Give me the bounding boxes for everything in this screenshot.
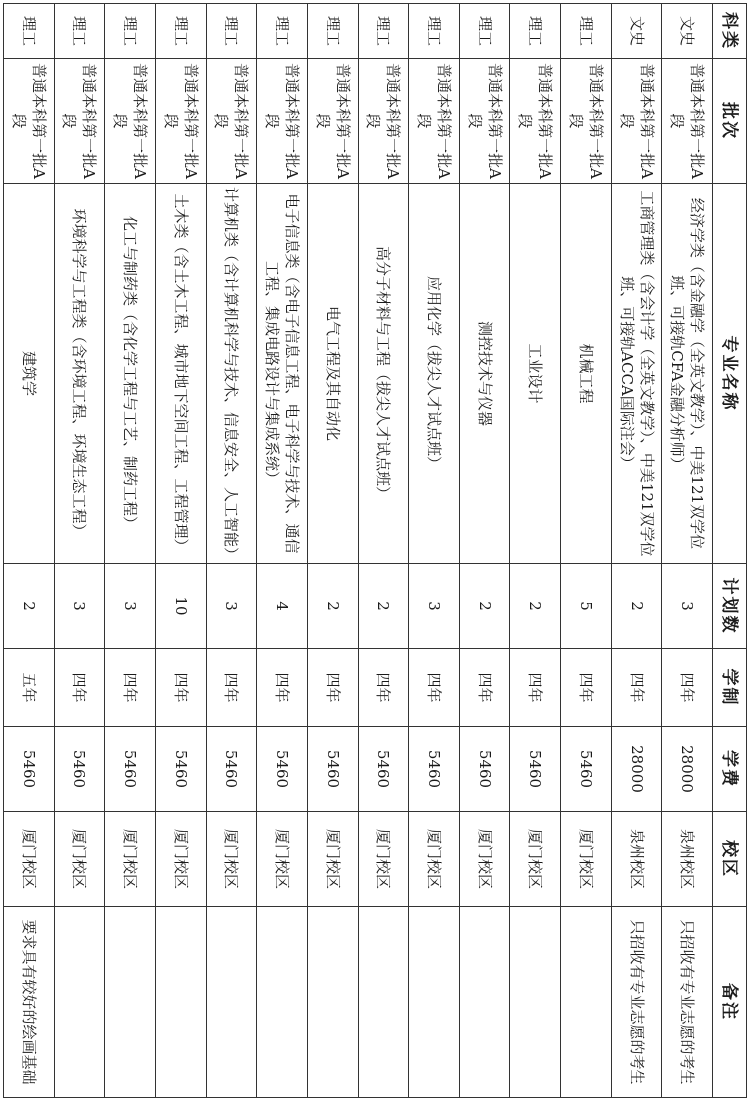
- subject-cell: 理工: [459, 4, 510, 59]
- table-row: [257, 4, 308, 1098]
- table-row: [510, 4, 561, 1098]
- batch-cell: 普通本科第一批A段: [307, 59, 358, 184]
- plan-cell: 2: [307, 564, 358, 649]
- duration-cell: 四年: [561, 649, 612, 727]
- batch-cell: 普通本科第一批A段: [662, 59, 713, 184]
- table-row: [409, 4, 460, 1098]
- subject-cell: 理工: [105, 4, 156, 59]
- major-cell: 经济学类（含金融学（全英文教学）、中美121双学位班、可接轨CFA金融分析师）: [662, 184, 713, 564]
- duration-cell: 四年: [206, 649, 257, 727]
- tuition-cell: 5460: [206, 727, 257, 812]
- subject-cell: 理工: [206, 4, 257, 59]
- plan-cell: 3: [54, 564, 105, 649]
- duration-cell: 四年: [307, 649, 358, 727]
- header-tuition: 学费: [713, 727, 747, 812]
- duration-cell: 四年: [459, 649, 510, 727]
- major-cell: 电子信息类（含电子信息工程、电子科学与技术、通信工程、集成电路设计与集成系统）: [257, 184, 308, 564]
- major-cell: 高分子材料与工程（拔尖人才试点班）: [358, 184, 409, 564]
- campus-cell: 厦门校区: [206, 812, 257, 907]
- note-cell: [358, 907, 409, 1098]
- subject-cell: 理工: [4, 4, 55, 59]
- duration-cell: 五年: [4, 649, 55, 727]
- tuition-cell: 5460: [105, 727, 156, 812]
- duration-cell: 四年: [662, 649, 713, 727]
- plan-cell: 3: [662, 564, 713, 649]
- header-row: [713, 4, 747, 1098]
- header-plan: 计划数: [713, 564, 747, 649]
- subject-cell: 文史: [611, 4, 662, 59]
- campus-cell: 厦门校区: [358, 812, 409, 907]
- campus-cell: 泉州校区: [611, 812, 662, 907]
- plan-cell: 3: [409, 564, 460, 649]
- note-cell: [409, 907, 460, 1098]
- duration-cell: 四年: [105, 649, 156, 727]
- campus-cell: 厦门校区: [510, 812, 561, 907]
- note-cell: 要求具有较好的绘画基础: [4, 907, 55, 1098]
- batch-cell: 普通本科第一批A段: [155, 59, 206, 184]
- duration-cell: 四年: [155, 649, 206, 727]
- plan-cell: 2: [611, 564, 662, 649]
- subject-cell: 理工: [409, 4, 460, 59]
- tuition-cell: 5460: [307, 727, 358, 812]
- major-cell: 工商管理类（含会计学（全英文教学）、中美121双学位班、可接轨ACCA国际注会）: [611, 184, 662, 564]
- campus-cell: 厦门校区: [54, 812, 105, 907]
- major-cell: 机械工程: [561, 184, 612, 564]
- major-cell: 计算机类（含计算机科学与技术、信息安全、人工智能）: [206, 184, 257, 564]
- note-cell: [54, 907, 105, 1098]
- batch-cell: 普通本科第一批A段: [105, 59, 156, 184]
- tuition-cell: 5460: [459, 727, 510, 812]
- header-major: 专业名称: [713, 184, 747, 564]
- major-cell: 土木类（含土木工程、城市地下空间工程、工程管理）: [155, 184, 206, 564]
- batch-cell: 普通本科第一批A段: [409, 59, 460, 184]
- major-cell: 建筑学: [4, 184, 55, 564]
- note-cell: [105, 907, 156, 1098]
- note-cell: [307, 907, 358, 1098]
- header-note: 备注: [713, 907, 747, 1098]
- plan-cell: 2: [459, 564, 510, 649]
- plan-cell: 10: [155, 564, 206, 649]
- plan-cell: 2: [510, 564, 561, 649]
- duration-cell: 四年: [611, 649, 662, 727]
- subject-cell: 理工: [358, 4, 409, 59]
- header-batch: 批次: [713, 59, 747, 184]
- subject-cell: 理工: [307, 4, 358, 59]
- subject-cell: 理工: [155, 4, 206, 59]
- tuition-cell: 5460: [257, 727, 308, 812]
- tuition-cell: 5460: [561, 727, 612, 812]
- note-cell: 只招收有专业志愿的考生: [662, 907, 713, 1098]
- plan-cell: 2: [358, 564, 409, 649]
- campus-cell: 厦门校区: [409, 812, 460, 907]
- plan-cell: 5: [561, 564, 612, 649]
- campus-cell: 泉州校区: [662, 812, 713, 907]
- header-subject: 科类: [713, 4, 747, 59]
- table-row: [459, 4, 510, 1098]
- campus-cell: 厦门校区: [561, 812, 612, 907]
- subject-cell: 理工: [510, 4, 561, 59]
- batch-cell: 普通本科第一批A段: [510, 59, 561, 184]
- admission-plan-table: [3, 3, 747, 1098]
- batch-cell: 普通本科第一批A段: [561, 59, 612, 184]
- tuition-cell: 5460: [409, 727, 460, 812]
- note-cell: [206, 907, 257, 1098]
- note-cell: [155, 907, 206, 1098]
- note-cell: 只招收有专业志愿的考生: [611, 907, 662, 1098]
- tuition-cell: 5460: [155, 727, 206, 812]
- batch-cell: 普通本科第一批A段: [459, 59, 510, 184]
- duration-cell: 四年: [54, 649, 105, 727]
- major-cell: 环境科学与工程类（含环境工程、环境生态工程）: [54, 184, 105, 564]
- plan-cell: 4: [257, 564, 308, 649]
- campus-cell: 厦门校区: [459, 812, 510, 907]
- note-cell: [459, 907, 510, 1098]
- subject-cell: 理工: [257, 4, 308, 59]
- table-row: [4, 4, 55, 1098]
- campus-cell: 厦门校区: [4, 812, 55, 907]
- major-cell: 工业设计: [510, 184, 561, 564]
- tuition-cell: 5460: [54, 727, 105, 812]
- duration-cell: 四年: [358, 649, 409, 727]
- header-duration: 学制: [713, 649, 747, 727]
- table-row: [105, 4, 156, 1098]
- batch-cell: 普通本科第一批A段: [611, 59, 662, 184]
- table-row: [54, 4, 105, 1098]
- note-cell: [510, 907, 561, 1098]
- duration-cell: 四年: [510, 649, 561, 727]
- table-row: [206, 4, 257, 1098]
- table-row: [155, 4, 206, 1098]
- note-cell: [257, 907, 308, 1098]
- campus-cell: 厦门校区: [155, 812, 206, 907]
- tuition-cell: 5460: [358, 727, 409, 812]
- plan-cell: 2: [4, 564, 55, 649]
- tuition-cell: 28000: [611, 727, 662, 812]
- subject-cell: 理工: [54, 4, 105, 59]
- major-cell: 电气工程及其自动化: [307, 184, 358, 564]
- plan-cell: 3: [105, 564, 156, 649]
- batch-cell: 普通本科第一批A段: [257, 59, 308, 184]
- major-cell: 测控技术与仪器: [459, 184, 510, 564]
- batch-cell: 普通本科第一批A段: [54, 59, 105, 184]
- tuition-cell: 5460: [510, 727, 561, 812]
- subject-cell: 文史: [662, 4, 713, 59]
- note-cell: [561, 907, 612, 1098]
- batch-cell: 普通本科第一批A段: [358, 59, 409, 184]
- duration-cell: 四年: [409, 649, 460, 727]
- plan-cell: 3: [206, 564, 257, 649]
- major-cell: 化工与制药类（含化学工程与工艺、制药工程）: [105, 184, 156, 564]
- header-campus: 校区: [713, 812, 747, 907]
- tuition-cell: 28000: [662, 727, 713, 812]
- table-row: [561, 4, 612, 1098]
- table-row: [358, 4, 409, 1098]
- campus-cell: 厦门校区: [307, 812, 358, 907]
- campus-cell: 厦门校区: [257, 812, 308, 907]
- batch-cell: 普通本科第一批A段: [4, 59, 55, 184]
- table-row: [307, 4, 358, 1098]
- duration-cell: 四年: [257, 649, 308, 727]
- tuition-cell: 5460: [4, 727, 55, 812]
- table-row: [662, 4, 713, 1098]
- major-cell: 应用化学（拔尖人才试点班）: [409, 184, 460, 564]
- batch-cell: 普通本科第一批A段: [206, 59, 257, 184]
- campus-cell: 厦门校区: [105, 812, 156, 907]
- subject-cell: 理工: [561, 4, 612, 59]
- table-row: [611, 4, 662, 1098]
